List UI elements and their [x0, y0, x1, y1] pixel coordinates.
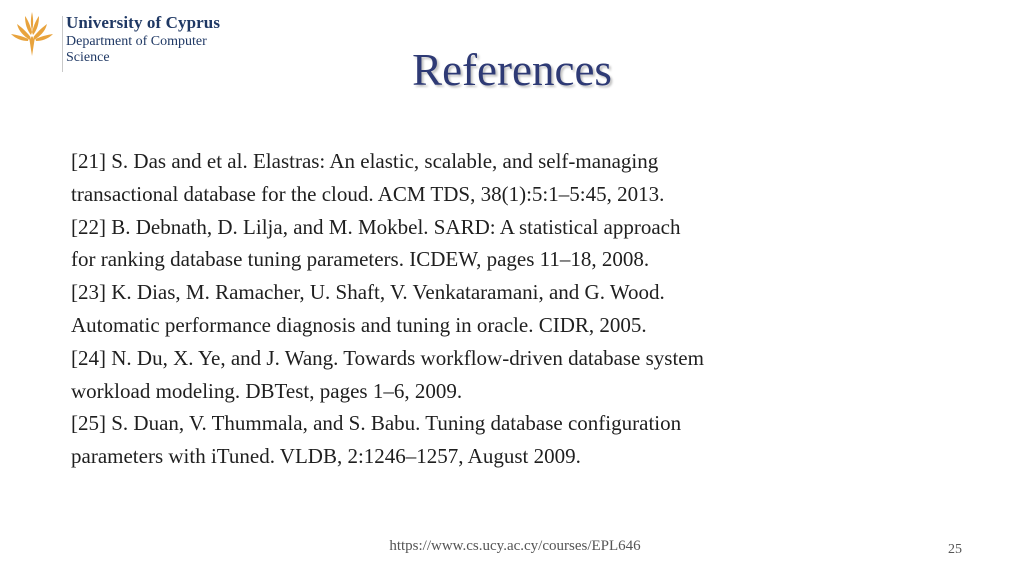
- reference-line: [23] K. Dias, M. Ramacher, U. Shaft, V. Venkataramani, and G. Wood.: [71, 280, 665, 305]
- reference-line: [21] S. Das and et al. Elastras: An elastic, scalable, and self-managing: [71, 149, 659, 173]
- reference-line: [24] N. Du, X. Ye, and J. Wang. Towards workflow-driven database system: [71, 345, 704, 370]
- reference-line: parameters with iTuned. VLDB, 2:1246–1257, August 2009.: [71, 444, 581, 469]
- department-name-line1: Department of Computer: [66, 33, 207, 49]
- reference-line: [25] S. Duan, V. Thummala, and S. Babu. Tuning database configuration: [71, 411, 682, 436]
- university-name: University of Cyprus: [66, 13, 221, 32]
- page-number: 25: [948, 542, 962, 557]
- reference-item-24: [71, 342, 951, 408]
- slide-title: References: [412, 45, 612, 95]
- reference-item-22: [71, 211, 951, 277]
- department-name-line2: Science: [66, 49, 110, 65]
- reference-line: Automatic performance diagnosis and tuning in oracle. CIDR, 2005.: [71, 312, 647, 337]
- reference-item-25: [71, 407, 951, 473]
- reference-line: [22] B. Debnath, D. Lilja, and M. Mokbel. SARD: A statistical approach: [71, 214, 681, 239]
- reference-item-21: [71, 145, 951, 211]
- reference-line: for ranking database tuning parameters. ICDEW, pages 11–18, 2008.: [71, 247, 650, 272]
- footer-course-url: https://www.cs.ucy.ac.cy/courses/EPL646: [389, 538, 641, 554]
- reference-item-23: [71, 276, 951, 342]
- references-list: [71, 145, 951, 473]
- reference-line: workload modeling. DBTest, pages 1–6, 2009.: [71, 378, 463, 403]
- reference-line: transactional database for the cloud. ACM TDS, 38(1):5:1–5:45, 2013.: [71, 181, 665, 206]
